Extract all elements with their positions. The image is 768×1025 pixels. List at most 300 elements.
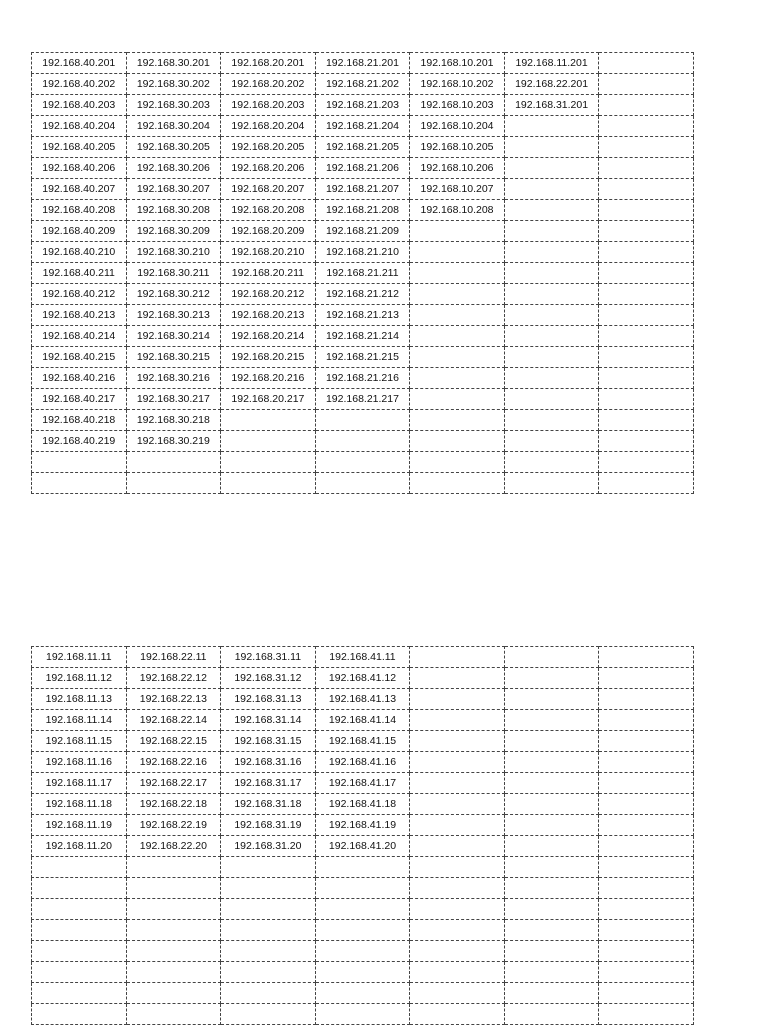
ip-address-cell: 192.168.31.11 [221, 647, 316, 668]
ip-address-cell [599, 95, 694, 116]
ip-address-cell [599, 473, 694, 494]
ip-address-cell: 192.168.40.219 [32, 431, 127, 452]
ip-address-cell [410, 1004, 505, 1025]
ip-address-cell: 192.168.40.208 [32, 200, 127, 221]
ip-address-cell: 192.168.21.209 [315, 221, 410, 242]
ip-address-cell: 192.168.22.13 [126, 689, 221, 710]
ip-address-cell: 192.168.21.202 [315, 74, 410, 95]
ip-address-cell: 192.168.30.219 [126, 431, 221, 452]
ip-address-cell [410, 242, 505, 263]
ip-address-cell [410, 962, 505, 983]
ip-address-cell: 192.168.31.18 [221, 794, 316, 815]
ip-address-cell [410, 473, 505, 494]
ip-address-cell [599, 53, 694, 74]
ip-address-cell: 192.168.21.205 [315, 137, 410, 158]
ip-address-cell: 192.168.41.17 [315, 773, 410, 794]
ip-address-cell: 192.168.10.201 [410, 53, 505, 74]
ip-address-cell: 192.168.22.12 [126, 668, 221, 689]
ip-address-cell [221, 473, 316, 494]
ip-address-cell [315, 452, 410, 473]
ip-address-cell: 192.168.30.212 [126, 284, 221, 305]
table-row [32, 158, 694, 179]
ip-address-cell [410, 647, 505, 668]
ip-table-1-body [32, 53, 694, 494]
ip-address-cell [410, 710, 505, 731]
ip-address-cell [410, 731, 505, 752]
ip-address-cell: 192.168.30.209 [126, 221, 221, 242]
ip-address-cell [126, 878, 221, 899]
table-row [32, 983, 694, 1004]
ip-address-cell [410, 752, 505, 773]
ip-address-cell: 192.168.21.204 [315, 116, 410, 137]
ip-address-cell [504, 431, 599, 452]
ip-address-cell: 192.168.22.14 [126, 710, 221, 731]
ip-address-cell: 192.168.40.202 [32, 74, 127, 95]
ip-address-cell [504, 242, 599, 263]
ip-address-cell [315, 899, 410, 920]
ip-address-cell: 192.168.20.213 [221, 305, 316, 326]
ip-address-cell [126, 983, 221, 1004]
ip-address-cell: 192.168.22.16 [126, 752, 221, 773]
ip-address-cell [504, 815, 599, 836]
ip-address-cell [221, 983, 316, 1004]
ip-address-cell: 192.168.21.213 [315, 305, 410, 326]
ip-address-cell [599, 1004, 694, 1025]
ip-address-cell [32, 857, 127, 878]
ip-address-cell [504, 962, 599, 983]
table-row [32, 941, 694, 962]
ip-address-cell [315, 410, 410, 431]
ip-address-cell [32, 878, 127, 899]
ip-address-cell [504, 668, 599, 689]
ip-address-cell [599, 221, 694, 242]
ip-address-cell: 192.168.30.217 [126, 389, 221, 410]
ip-address-cell: 192.168.40.215 [32, 347, 127, 368]
ip-address-cell [599, 962, 694, 983]
ip-address-cell: 192.168.40.214 [32, 326, 127, 347]
ip-address-cell [504, 179, 599, 200]
ip-address-cell: 192.168.20.204 [221, 116, 316, 137]
ip-address-cell [599, 668, 694, 689]
ip-address-cell: 192.168.11.12 [32, 668, 127, 689]
ip-address-cell [410, 326, 505, 347]
ip-address-cell [599, 920, 694, 941]
ip-address-cell [126, 941, 221, 962]
ip-address-cell: 192.168.21.212 [315, 284, 410, 305]
ip-address-cell: 192.168.11.16 [32, 752, 127, 773]
table-row [32, 137, 694, 158]
table-row [32, 74, 694, 95]
ip-address-cell: 192.168.40.210 [32, 242, 127, 263]
ip-address-cell [126, 1004, 221, 1025]
table-row [32, 263, 694, 284]
ip-address-cell: 192.168.21.216 [315, 368, 410, 389]
ip-address-cell: 192.168.11.201 [504, 53, 599, 74]
ip-address-cell [410, 815, 505, 836]
ip-address-cell: 192.168.22.15 [126, 731, 221, 752]
ip-address-cell [410, 836, 505, 857]
ip-address-cell [410, 794, 505, 815]
ip-address-cell [315, 857, 410, 878]
ip-address-cell: 192.168.20.203 [221, 95, 316, 116]
ip-address-cell [221, 920, 316, 941]
ip-address-cell: 192.168.40.212 [32, 284, 127, 305]
ip-address-cell [599, 710, 694, 731]
table-row [32, 452, 694, 473]
ip-address-cell [32, 941, 127, 962]
ip-address-cell: 192.168.31.14 [221, 710, 316, 731]
ip-address-cell: 192.168.20.201 [221, 53, 316, 74]
ip-address-cell [599, 347, 694, 368]
ip-address-cell [410, 941, 505, 962]
ip-address-cell: 192.168.40.205 [32, 137, 127, 158]
ip-address-cell [504, 305, 599, 326]
table-row [32, 368, 694, 389]
ip-address-cell [504, 752, 599, 773]
ip-address-cell: 192.168.30.208 [126, 200, 221, 221]
ip-address-cell [32, 1004, 127, 1025]
ip-address-cell: 192.168.20.215 [221, 347, 316, 368]
ip-address-cell [410, 920, 505, 941]
ip-address-cell: 192.168.40.209 [32, 221, 127, 242]
ip-address-cell [410, 983, 505, 1004]
ip-address-cell: 192.168.40.206 [32, 158, 127, 179]
table-row [32, 647, 694, 668]
ip-address-cell: 192.168.20.212 [221, 284, 316, 305]
ip-address-cell: 192.168.11.13 [32, 689, 127, 710]
ip-address-cell: 192.168.20.207 [221, 179, 316, 200]
ip-address-cell [599, 752, 694, 773]
ip-address-cell [315, 1004, 410, 1025]
ip-address-cell: 192.168.40.207 [32, 179, 127, 200]
ip-address-cell [126, 473, 221, 494]
table-row [32, 95, 694, 116]
ip-address-cell: 192.168.22.17 [126, 773, 221, 794]
ip-address-cell: 192.168.20.206 [221, 158, 316, 179]
ip-address-cell [504, 689, 599, 710]
table-row [32, 689, 694, 710]
ip-address-cell: 192.168.22.201 [504, 74, 599, 95]
ip-address-cell [32, 473, 127, 494]
ip-address-cell: 192.168.11.19 [32, 815, 127, 836]
ip-address-cell [599, 452, 694, 473]
ip-address-cell: 192.168.22.19 [126, 815, 221, 836]
ip-address-cell [221, 452, 316, 473]
table-row [32, 410, 694, 431]
ip-address-cell [504, 731, 599, 752]
ip-address-cell: 192.168.30.201 [126, 53, 221, 74]
ip-address-cell [504, 410, 599, 431]
table-row [32, 242, 694, 263]
ip-address-cell [126, 962, 221, 983]
ip-address-cell: 192.168.31.201 [504, 95, 599, 116]
ip-address-cell: 192.168.31.15 [221, 731, 316, 752]
table-row [32, 668, 694, 689]
ip-address-cell [599, 689, 694, 710]
table-row [32, 389, 694, 410]
table-row [32, 731, 694, 752]
ip-address-cell: 192.168.10.206 [410, 158, 505, 179]
ip-address-cell: 192.168.20.202 [221, 74, 316, 95]
ip-address-cell: 192.168.31.12 [221, 668, 316, 689]
ip-address-cell [504, 941, 599, 962]
ip-address-cell [410, 431, 505, 452]
ip-address-cell [32, 962, 127, 983]
ip-address-cell: 192.168.22.18 [126, 794, 221, 815]
table-row [32, 962, 694, 983]
ip-address-cell: 192.168.20.214 [221, 326, 316, 347]
ip-address-cell [599, 647, 694, 668]
ip-address-cell: 192.168.11.18 [32, 794, 127, 815]
ip-address-cell [410, 389, 505, 410]
ip-address-cell [315, 920, 410, 941]
ip-address-cell [599, 284, 694, 305]
ip-address-cell: 192.168.11.20 [32, 836, 127, 857]
ip-address-cell [221, 1004, 316, 1025]
ip-address-cell [32, 983, 127, 1004]
table-row [32, 431, 694, 452]
ip-address-cell [410, 221, 505, 242]
ip-address-cell [221, 899, 316, 920]
ip-address-cell: 192.168.41.14 [315, 710, 410, 731]
table-row [32, 200, 694, 221]
ip-address-cell [599, 368, 694, 389]
ip-address-cell [32, 920, 127, 941]
ip-address-cell [504, 878, 599, 899]
ip-address-cell [599, 857, 694, 878]
ip-address-cell [410, 899, 505, 920]
ip-address-cell [504, 389, 599, 410]
ip-address-cell [32, 452, 127, 473]
ip-address-cell: 192.168.21.217 [315, 389, 410, 410]
ip-address-cell: 192.168.21.201 [315, 53, 410, 74]
table-row [32, 473, 694, 494]
ip-address-cell [126, 920, 221, 941]
table-row [32, 836, 694, 857]
table-row [32, 53, 694, 74]
table-row [32, 878, 694, 899]
ip-address-cell [504, 284, 599, 305]
ip-address-cell: 192.168.20.211 [221, 263, 316, 284]
ip-address-cell [599, 794, 694, 815]
ip-address-cell: 192.168.10.203 [410, 95, 505, 116]
ip-address-cell [126, 899, 221, 920]
ip-address-cell [410, 878, 505, 899]
ip-address-cell [410, 857, 505, 878]
ip-address-cell: 192.168.20.216 [221, 368, 316, 389]
ip-address-cell: 192.168.30.203 [126, 95, 221, 116]
ip-address-cell: 192.168.30.216 [126, 368, 221, 389]
ip-address-cell [221, 941, 316, 962]
ip-address-cell: 192.168.30.207 [126, 179, 221, 200]
table-row [32, 920, 694, 941]
ip-address-cell: 192.168.31.19 [221, 815, 316, 836]
ip-address-cell [126, 857, 221, 878]
ip-address-cell: 192.168.11.11 [32, 647, 127, 668]
table-row [32, 305, 694, 326]
ip-address-cell [599, 431, 694, 452]
table-row [32, 179, 694, 200]
ip-address-cell [599, 773, 694, 794]
ip-address-cell: 192.168.31.20 [221, 836, 316, 857]
ip-address-cell [504, 221, 599, 242]
ip-address-cell: 192.168.41.11 [315, 647, 410, 668]
ip-address-cell [599, 941, 694, 962]
ip-address-cell [504, 263, 599, 284]
ip-address-cell: 192.168.40.201 [32, 53, 127, 74]
table-row [32, 815, 694, 836]
ip-address-cell: 192.168.30.215 [126, 347, 221, 368]
table-row [32, 857, 694, 878]
ip-address-cell: 192.168.40.203 [32, 95, 127, 116]
ip-address-cell: 192.168.30.202 [126, 74, 221, 95]
ip-address-cell: 192.168.30.210 [126, 242, 221, 263]
table-row [32, 284, 694, 305]
ip-address-cell [504, 326, 599, 347]
ip-address-cell: 192.168.20.210 [221, 242, 316, 263]
ip-address-cell: 192.168.30.205 [126, 137, 221, 158]
ip-address-cell [410, 668, 505, 689]
ip-address-cell [599, 179, 694, 200]
ip-address-cell [599, 410, 694, 431]
ip-address-cell: 192.168.40.217 [32, 389, 127, 410]
ip-address-cell: 192.168.10.207 [410, 179, 505, 200]
table-row [32, 347, 694, 368]
ip-address-cell [410, 452, 505, 473]
ip-address-cell: 192.168.21.215 [315, 347, 410, 368]
ip-address-cell [410, 689, 505, 710]
ip-address-cell: 192.168.21.206 [315, 158, 410, 179]
ip-address-cell [504, 137, 599, 158]
ip-address-cell [504, 899, 599, 920]
ip-address-cell [221, 878, 316, 899]
ip-address-cell: 192.168.30.218 [126, 410, 221, 431]
ip-address-cell: 192.168.31.17 [221, 773, 316, 794]
ip-address-cell [599, 200, 694, 221]
ip-address-cell: 192.168.21.211 [315, 263, 410, 284]
ip-address-cell [599, 899, 694, 920]
ip-address-cell [504, 368, 599, 389]
ip-address-cell [221, 410, 316, 431]
ip-address-cell [504, 983, 599, 1004]
ip-address-cell: 192.168.30.204 [126, 116, 221, 137]
ip-address-cell [504, 347, 599, 368]
ip-address-cell [504, 1004, 599, 1025]
ip-address-cell: 192.168.41.20 [315, 836, 410, 857]
ip-address-cell [315, 878, 410, 899]
ip-address-cell: 192.168.41.16 [315, 752, 410, 773]
ip-address-cell [410, 305, 505, 326]
ip-address-table-2 [31, 646, 694, 1025]
ip-address-cell [504, 920, 599, 941]
ip-address-cell [504, 773, 599, 794]
ip-address-cell: 192.168.22.20 [126, 836, 221, 857]
ip-address-cell: 192.168.40.211 [32, 263, 127, 284]
ip-address-table-1 [31, 52, 694, 494]
ip-address-cell [410, 284, 505, 305]
table-row [32, 773, 694, 794]
ip-address-cell [599, 74, 694, 95]
ip-address-cell [599, 326, 694, 347]
ip-address-cell: 192.168.22.11 [126, 647, 221, 668]
ip-address-cell: 192.168.21.203 [315, 95, 410, 116]
table-row [32, 116, 694, 137]
ip-address-cell [599, 983, 694, 1004]
ip-address-cell: 192.168.40.216 [32, 368, 127, 389]
ip-address-cell [599, 731, 694, 752]
ip-address-cell [126, 452, 221, 473]
ip-address-cell: 192.168.30.206 [126, 158, 221, 179]
ip-address-cell [221, 857, 316, 878]
ip-address-cell: 192.168.20.208 [221, 200, 316, 221]
ip-address-cell: 192.168.41.18 [315, 794, 410, 815]
table-row [32, 752, 694, 773]
ip-address-cell: 192.168.10.204 [410, 116, 505, 137]
ip-address-cell: 192.168.20.217 [221, 389, 316, 410]
ip-address-cell [599, 878, 694, 899]
ip-address-cell [410, 347, 505, 368]
ip-table-2-body [32, 647, 694, 1025]
ip-address-cell [504, 647, 599, 668]
table-row [32, 326, 694, 347]
ip-address-cell: 192.168.20.205 [221, 137, 316, 158]
ip-address-cell [315, 473, 410, 494]
ip-address-cell [599, 263, 694, 284]
ip-address-cell [315, 962, 410, 983]
ip-address-cell [504, 200, 599, 221]
ip-address-cell: 192.168.11.15 [32, 731, 127, 752]
ip-address-cell [221, 962, 316, 983]
table-row [32, 1004, 694, 1025]
ip-address-cell [599, 137, 694, 158]
ip-address-cell [315, 431, 410, 452]
ip-address-cell: 192.168.31.16 [221, 752, 316, 773]
ip-address-cell [504, 158, 599, 179]
ip-address-cell [315, 983, 410, 1004]
ip-address-cell: 192.168.41.19 [315, 815, 410, 836]
table-row [32, 221, 694, 242]
ip-address-cell [599, 836, 694, 857]
ip-address-cell: 192.168.11.17 [32, 773, 127, 794]
ip-address-cell: 192.168.40.218 [32, 410, 127, 431]
ip-address-cell [315, 941, 410, 962]
ip-address-cell [221, 431, 316, 452]
ip-address-cell: 192.168.21.208 [315, 200, 410, 221]
ip-address-cell: 192.168.40.213 [32, 305, 127, 326]
ip-address-cell [410, 410, 505, 431]
ip-address-cell [410, 263, 505, 284]
table-row [32, 794, 694, 815]
ip-address-cell: 192.168.31.13 [221, 689, 316, 710]
ip-address-cell [410, 773, 505, 794]
ip-address-cell [504, 857, 599, 878]
ip-address-cell: 192.168.30.213 [126, 305, 221, 326]
ip-address-cell [504, 452, 599, 473]
ip-address-cell [504, 794, 599, 815]
ip-address-cell [599, 389, 694, 410]
ip-address-cell: 192.168.10.202 [410, 74, 505, 95]
ip-address-cell [504, 836, 599, 857]
ip-address-cell: 192.168.30.214 [126, 326, 221, 347]
ip-address-cell: 192.168.21.207 [315, 179, 410, 200]
ip-address-cell [599, 116, 694, 137]
ip-address-cell [599, 305, 694, 326]
ip-address-cell: 192.168.41.12 [315, 668, 410, 689]
ip-address-cell: 192.168.40.204 [32, 116, 127, 137]
ip-address-cell [504, 473, 599, 494]
table-row [32, 899, 694, 920]
ip-address-cell: 192.168.41.15 [315, 731, 410, 752]
